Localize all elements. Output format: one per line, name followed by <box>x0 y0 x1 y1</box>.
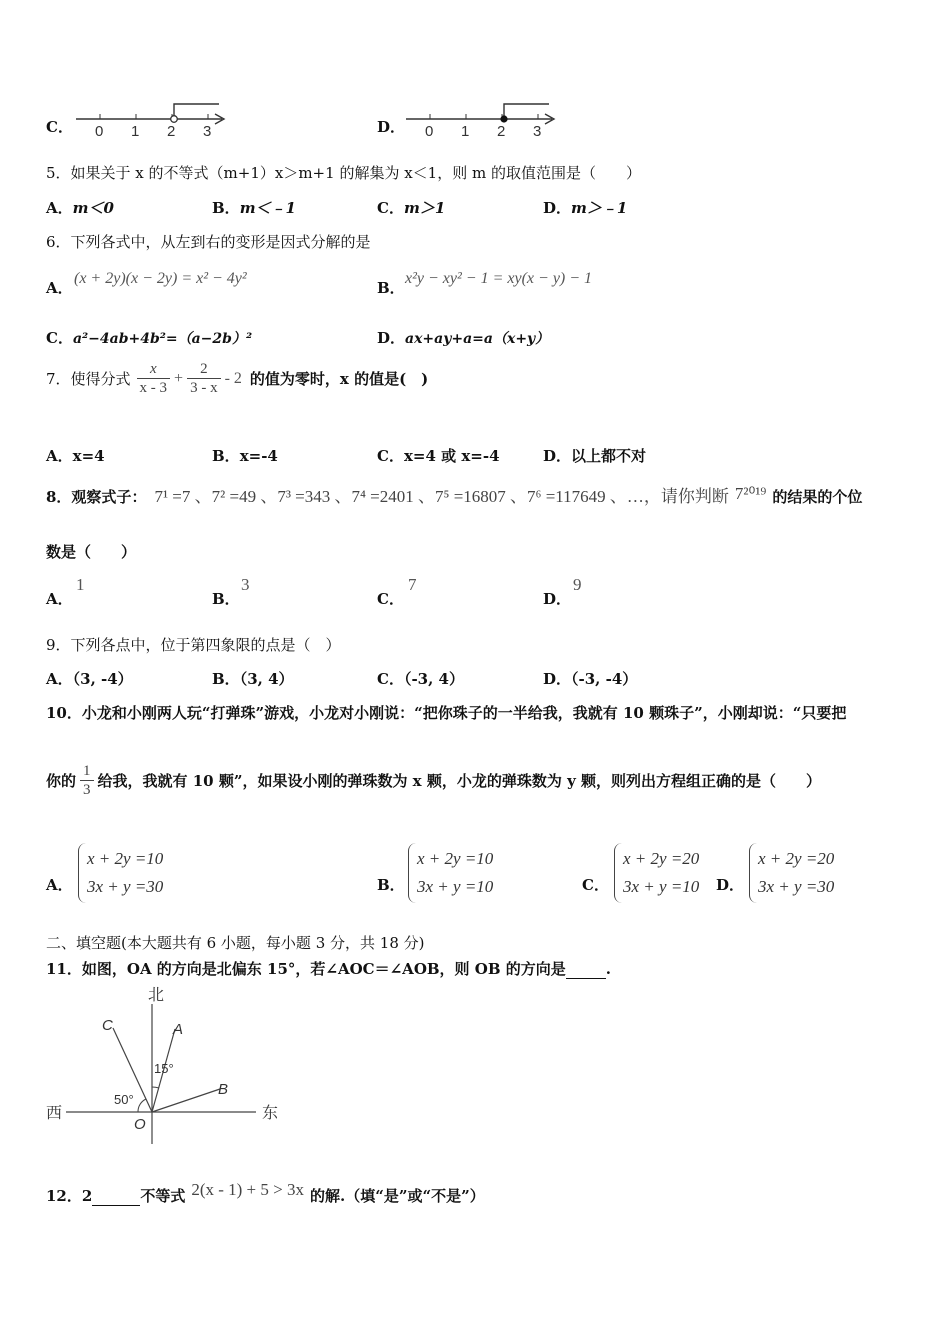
label-east: 东 <box>262 1105 279 1122</box>
q8-option-d-label: D． <box>543 590 572 608</box>
option-text: （-3, -4） <box>571 670 638 688</box>
equation-2: 3x + y =30 <box>758 877 835 896</box>
q9-stem: 9．下列各点中，位于第四象限的点是（ ） <box>46 636 341 654</box>
option-text: m＜0 <box>72 199 114 217</box>
option-label: A． <box>46 447 73 465</box>
option-label: C． <box>46 329 73 347</box>
option-text: x=4 或 x=-4 <box>403 447 500 465</box>
option-text: m＞1 <box>403 199 446 217</box>
option-text: x=-4 <box>239 447 278 465</box>
q5-stem: 5．如果关于 x 的不等式（m+1）x＞m+1 的解集为 x＜1，则 m 的取值范围是（ ） <box>46 164 641 182</box>
option-label: B． <box>212 447 240 465</box>
numerator: x <box>137 360 171 379</box>
q7-minus-two: - 2 <box>224 369 242 387</box>
q8-suffix: 的结果的个位 <box>772 488 863 506</box>
option-label: C． <box>377 670 404 688</box>
label-angle-15: 15° <box>154 1061 174 1076</box>
tick-0: 0 <box>95 123 104 140</box>
q12-stem <box>46 1180 485 1206</box>
q5-option-c <box>377 197 445 218</box>
q11-stem-prefix: 11．如图，OA 的方向是北偏东 15°，若∠AOC＝∠AOB，则 OB 的方向是 <box>46 960 566 978</box>
q12-prefix: 12．2 <box>46 1187 93 1205</box>
label-north: 北 <box>148 987 165 1004</box>
ray-ob <box>152 1089 220 1112</box>
denominator: 3 - x <box>190 380 218 396</box>
tick-2: 2 <box>497 123 506 140</box>
q4-option-c-label: C． <box>46 118 73 136</box>
q12-suffix: 的解.（填“是”或“不是”） <box>310 1187 485 1205</box>
q7-option-d <box>543 445 646 466</box>
option-label: A． <box>46 199 73 217</box>
q10-option-d-label: D． <box>716 876 745 894</box>
tick-2: 2 <box>167 123 176 140</box>
q5-option-b <box>212 197 296 218</box>
q12-answer-blank[interactable] <box>92 1187 140 1206</box>
q4-option-d-number-line <box>402 100 562 142</box>
tick-0: 0 <box>425 123 434 140</box>
q7-fraction-1 <box>137 360 171 397</box>
q7-fraction-2 <box>187 360 221 397</box>
option-label: D． <box>377 329 406 347</box>
q8-option-a-label: A． <box>46 590 73 608</box>
option-text: ax+ay+a=a（x+y） <box>405 331 550 347</box>
q7-stem <box>46 360 428 397</box>
q8-option-b-label: B． <box>212 590 240 608</box>
q10-stem-line1: 10．小龙和小刚两人玩“打弹珠”游戏，小龙对小刚说：“把你珠子的一半给我，我就有 10 颗珠子”，小刚却说：“只要把 <box>46 704 847 722</box>
q7-option-c <box>377 445 500 466</box>
option-label: B． <box>212 670 240 688</box>
q8-option-c-label: C． <box>377 590 404 608</box>
tick-3: 3 <box>203 123 212 140</box>
q8-power: 7²⁰¹⁹ <box>734 484 767 503</box>
numerator: 2 <box>187 360 221 379</box>
option-label: C． <box>377 447 404 465</box>
q7-plus: + <box>174 369 184 387</box>
equation-2: 3x + y =10 <box>623 877 700 896</box>
q10-option-c-label: C． <box>582 876 609 894</box>
option-label: A． <box>46 670 73 688</box>
equation-2: 3x + y =30 <box>87 877 164 896</box>
equation-1: x + 2y =10 <box>87 849 164 868</box>
tick-1: 1 <box>461 123 470 140</box>
option-text: （3, 4） <box>239 670 294 688</box>
label-b: B <box>218 1081 229 1098</box>
q9-option-c <box>377 668 464 689</box>
label-o: O <box>134 1116 146 1133</box>
q8-option-b-value: 3 <box>241 575 250 594</box>
q7-option-b <box>212 445 278 466</box>
q8-option-d-value: 9 <box>573 575 582 594</box>
option-text: m＜﹣1 <box>239 199 296 217</box>
q11-direction-diagram <box>40 984 290 1149</box>
section-2-heading: 二、填空题(本大题共有 6 小题，每小题 3 分，共 18 分) <box>46 934 425 952</box>
option-label: C． <box>377 199 404 217</box>
option-text: （-3, 4） <box>403 670 464 688</box>
q4-option-d-label: D． <box>377 118 406 136</box>
option-label: D． <box>543 447 572 465</box>
q8-expression: 7¹ =7 、7² =49 、7³ =343 、7⁴ =2401 、7⁵ =16807 、7⁶ =117649 、…，请你判断 <box>154 487 729 506</box>
q10-line2-suffix: 给我，我就有 10 颗”，如果设小刚的弹珠数为 x 颗，小龙的弹珠数为 y 颗，则列出方程组正确的是（ ） <box>97 772 822 790</box>
tick-1: 1 <box>131 123 140 140</box>
q10-option-b-label: B． <box>377 876 405 894</box>
q10-option-d-system <box>749 843 834 903</box>
q6-option-c <box>46 327 252 348</box>
q8-option-c-value: 7 <box>408 575 417 594</box>
q6-option-d <box>377 327 549 348</box>
q7-suffix: 的值为零时，x 的值是( ) <box>249 370 429 388</box>
q8-stem <box>46 482 916 507</box>
q10-fraction <box>80 762 94 799</box>
q7-prefix: 7．使得分式 <box>46 370 131 388</box>
equation-1: x + 2y =20 <box>758 849 835 868</box>
q9-option-d <box>543 668 637 689</box>
q9-option-a <box>46 668 133 689</box>
q10-option-c-system <box>614 843 699 903</box>
label-a: A <box>173 1021 184 1038</box>
q6-option-b-expr: x²y − xy² − 1 = xy(x − y) − 1 <box>405 270 593 287</box>
q10-stem-line2 <box>46 762 821 799</box>
q9-option-b <box>212 668 294 689</box>
q11-answer-blank[interactable] <box>566 960 606 979</box>
label-west: 西 <box>46 1105 63 1122</box>
q10-option-a-system <box>78 843 163 903</box>
q4-option-c-number-line <box>72 100 232 142</box>
equation-1: x + 2y =10 <box>417 849 494 868</box>
q6-option-b-label: B． <box>377 279 405 297</box>
option-text: （3, -4） <box>72 670 133 688</box>
label-c: C <box>102 1017 113 1034</box>
q6-option-a-expr: (x + 2y)(x − 2y) = x² − 4y² <box>74 270 247 287</box>
equation-2: 3x + y =10 <box>417 877 494 896</box>
option-label: D． <box>543 199 572 217</box>
tick-3: 3 <box>533 123 542 140</box>
label-angle-50: 50° <box>114 1092 134 1107</box>
q5-option-a <box>46 197 114 218</box>
option-text: a²−4ab+4b²=（a−2b）² <box>72 331 253 347</box>
denominator: 3 <box>83 782 91 798</box>
q7-option-a <box>46 445 105 466</box>
option-text: 以上都不对 <box>571 447 647 465</box>
q6-option-a-label: A． <box>46 279 73 297</box>
q11-stem-suffix: . <box>605 960 611 978</box>
option-text: x=4 <box>72 447 105 465</box>
q5-option-d <box>543 197 627 218</box>
angle-15-arc <box>152 1087 159 1088</box>
q11-stem <box>46 958 611 979</box>
q8-stem-line2: 数是（ ） <box>46 543 137 561</box>
q12-inequality: 2(x - 1) + 5 > 3x <box>191 1180 304 1199</box>
q10-line2-prefix: 你的 <box>46 772 77 790</box>
q8-option-a-value: 1 <box>76 575 85 594</box>
numerator: 1 <box>80 762 94 781</box>
option-text: m＞﹣1 <box>571 199 628 217</box>
option-label: D． <box>543 670 572 688</box>
option-label: B． <box>212 199 240 217</box>
angle-50-arc <box>138 1099 146 1112</box>
denominator: x - 3 <box>139 380 168 396</box>
q6-stem: 6．下列各式中，从左到右的变形是因式分解的是 <box>46 233 371 251</box>
q12-middle: 不等式 <box>140 1187 186 1205</box>
q10-option-b-system <box>408 843 493 903</box>
q10-option-a-label: A． <box>46 876 73 894</box>
equation-1: x + 2y =20 <box>623 849 700 868</box>
q8-prefix: 8．观察式子： <box>46 488 147 506</box>
